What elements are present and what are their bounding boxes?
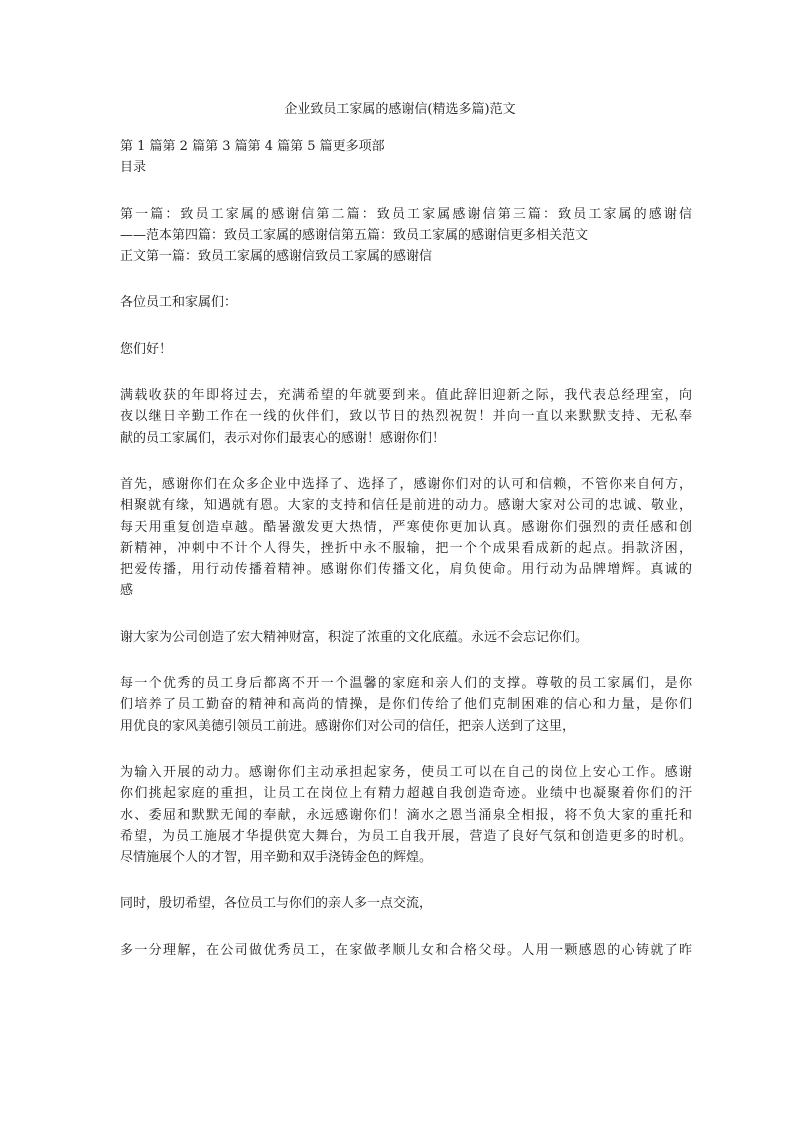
paragraph-line: 们培养了员工勤奋的精神和高尚的情操，是你们传给了他们克制困难的信心和力量，是你们 (120, 697, 692, 713)
paragraph-line: 水、委屈和默默无闻的奉献，永远感谢你们！滴水之恩当涌泉全相报，将不负大家的重托和 (120, 807, 692, 823)
paragraph-line: 你们挑起家庭的重担，让员工在岗位上有精力超越自我创造奇迹。业绩中也凝聚着你们的汗 (120, 786, 692, 802)
spacer (120, 179, 692, 204)
paragraph-line: 尽情施展个人的才智，用辛勤和双手浇铸金色的辉煌。 (120, 850, 433, 866)
paragraph-line: 相聚就有缘，知遇就有恩。大家的支持和信任是前进的动力。感谢大家对公司的忠诚、敬业， (120, 498, 692, 514)
spacer (120, 915, 692, 940)
spacer (120, 602, 692, 627)
toc-line: 正文第一篇：致员工家属的感谢信致员工家属的感谢信 (120, 249, 433, 265)
document-title: 企业致员工家属的感谢信(精选多篇)范文 (284, 102, 516, 117)
paragraph-line: 为输入开展的动力。感谢你们主动承担起家务，使员工可以在自己的岗位上安心工作。感谢 (120, 764, 692, 780)
paragraph-line: 夜以继日辛勤工作在一线的伙伴们，致以节日的热烈祝贺！并向一直以来默默支持、无私奉 (120, 409, 692, 425)
spacer (120, 868, 692, 893)
toc-label: 目录 (120, 160, 147, 176)
spacer (120, 360, 692, 385)
paragraph-line: 把爱传播，用行动传播着精神。感谢你们传播文化，肩负使命。用行动为品牌增辉。真诚的 (120, 562, 692, 578)
paragraph-line: 献的员工家属们，表示对你们最衷心的感谢！感谢你们！ (120, 430, 446, 446)
paragraph-line: 首先，感谢你们在众多企业中选择了、选择了，感谢你们对的认可和信赖，不管你来自何方， (120, 476, 692, 492)
paragraph-line: 每一个优秀的员工身后都离不开一个温馨的家庭和亲人们的支撑。尊敬的员工家属们，是你 (120, 676, 692, 692)
paragraph-line: 多一分理解，在公司做优秀员工，在家做孝顺儿女和合格父母。人用一颗感恩的心铸就了昨 (120, 942, 692, 958)
paragraph-line: 感 (120, 583, 134, 599)
document-body (120, 136, 692, 961)
spacer (120, 314, 692, 339)
paragraph-line: 满载收获的年即将过去，充满希望的年就要到来。值此辞旧迎新之际，我代表总经理室，向 (120, 388, 692, 404)
salutation: 各位员工和家属们： (120, 295, 238, 311)
paragraph-line: 同时，殷切希望，各位员工与你们的亲人多一点交流， (120, 896, 433, 912)
paragraph-line: 谢大家为公司创造了宏大精神财富，积淀了浓重的文化底蕴。永远不会忘记你们。 (120, 629, 589, 645)
spacer (120, 449, 692, 474)
paragraph-line: 新精神，冲刺中不计个人得失，挫折中永不服输，把一个个成果看成新的起点。捐款济困， (120, 540, 692, 556)
toc-pages-line: 第 1 篇第 2 篇第 3 篇第 4 篇第 5 篇更多项部 (120, 139, 385, 154)
toc-line: ——范本第四篇：致员工家属的感谢信第五篇：致员工家属的感谢信更多相关范文 (120, 227, 589, 243)
spacer (120, 267, 692, 292)
paragraph-line: 希望，为员工施展才华提供宽大舞台，为员工自我开展，营造了良好气氛和创造更多的时机。 (120, 828, 692, 844)
toc-line: 第一篇：致员工家属的感谢信第二篇：致员工家属感谢信第三篇：致员工家属的感谢信 (120, 206, 692, 222)
greeting: 您们好！ (120, 341, 173, 357)
paragraph-line: 每天用重复创造卓越。酷暑激发更大热情，严寒使你更加认真。感谢你们强烈的责任感和创 (120, 519, 692, 535)
paragraph-line: 用优良的家风美德引领员工前进。感谢你们对公司的信任，把亲人送到了这里， (120, 718, 576, 734)
spacer (120, 648, 692, 673)
spacer (120, 737, 692, 762)
